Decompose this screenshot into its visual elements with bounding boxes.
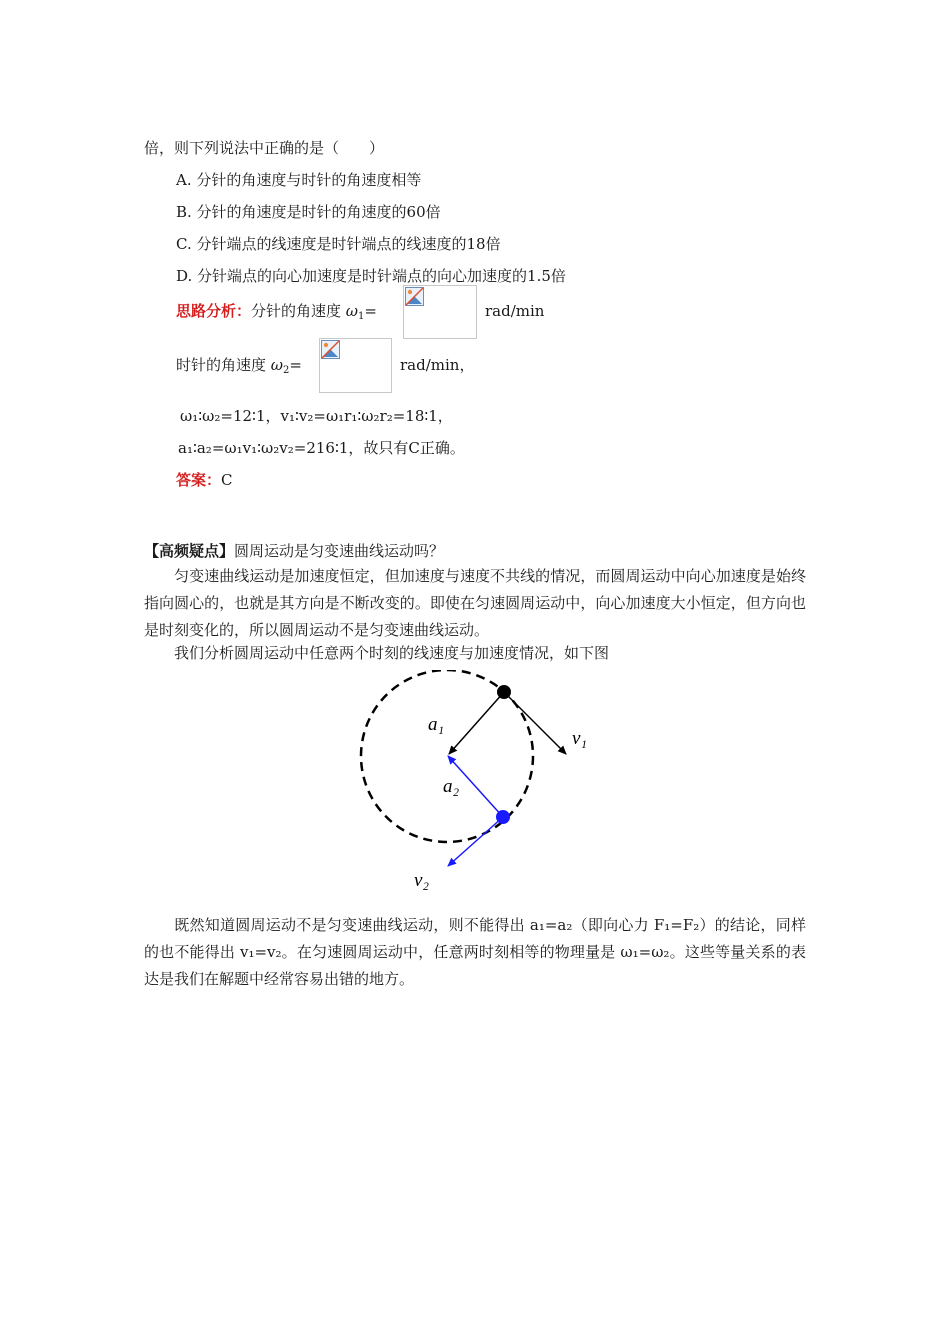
- analysis-line2-unit: rad/min，: [400, 356, 475, 374]
- point-2: [496, 810, 510, 824]
- analysis-line-1: 思路分析：分针的角速度 $\omega_1=$: [176, 302, 377, 322]
- omega1-symbol: ω: [345, 302, 359, 320]
- doubt-paragraph-3: 既然知道圆周运动不是匀变速曲线运动，则不能得出 a₁=a₂（即向心力 F₁=F₂）的结论，同样的也不能得出 v₁=v₂。在匀速圆周运动中，任意两时刻相等的物理量是 ω₁=ω₂。这些等量关系的表达是我们在解题中经常容易出错的地方。: [144, 916, 806, 988]
- label-v1: v₁: [572, 728, 588, 749]
- analysis-line-2: 时针的角速度 $\omega_2=$: [176, 356, 302, 376]
- option-d: D. 分针端点的向心加速度是时针端点的向心加速度的1.5倍: [176, 267, 566, 285]
- label-v2: v₂: [414, 870, 430, 891]
- analysis-line2-text: 时针的角速度: [176, 356, 271, 374]
- doubt-heading: [144, 541, 444, 561]
- doubt-paragraph-1: 匀变速曲线运动是加速度恒定，但加速度与速度不共线的情况，而圆周运动中向心加速度是始终指向圆心的，也就是其方向是不断改变的。即使在匀速圆周运动中，向心加速度大小恒定，但方向也是时刻变化的，所以圆周运动不是匀变速曲线运动。: [144, 567, 806, 639]
- circular-motion-figure: [340, 670, 620, 900]
- vector-a1: [449, 692, 504, 754]
- doubt-title: 圆周运动是匀变速曲线运动吗？: [234, 542, 445, 560]
- answer-label: 答案：: [176, 471, 222, 489]
- analysis-line1-text: 分针的角速度: [251, 302, 346, 320]
- doubt-tag: 【高频疑点】: [144, 542, 235, 560]
- formula-image-placeholder-2: [319, 338, 392, 393]
- ratio-line-1: ω₁∶ω₂=12∶1，v₁∶v₂=ω₁r₁∶ω₂r₂=18∶1，: [180, 407, 453, 425]
- option-a: A. 分针的角速度与时针的角速度相等: [176, 171, 422, 189]
- label-a1: a₁: [428, 714, 445, 735]
- broken-image-icon: [321, 340, 340, 359]
- doubt-paragraph-2: 我们分析圆周运动中任意两个时刻的线速度与加速度情况，如下图: [174, 644, 610, 662]
- label-a2: a₂: [443, 776, 460, 797]
- ratio-line-2: a₁∶a₂=ω₁v₁∶ω₂v₂=216∶1，故只有C正确。: [178, 439, 465, 457]
- analysis-line1-unit: rad/min: [485, 302, 545, 320]
- answer-line: [176, 470, 233, 490]
- question-stem-tail: 倍，则下列说法中正确的是（ ）: [144, 139, 385, 157]
- analysis-label: 思路分析：: [176, 302, 252, 320]
- option-b: B. 分针的角速度是时针的角速度的60倍: [176, 203, 441, 221]
- option-c: C. 分针端点的线速度是时针端点的线速度的18倍: [176, 235, 501, 253]
- broken-image-icon: [405, 287, 424, 306]
- point-1: [497, 685, 511, 699]
- vector-v1: [504, 692, 566, 754]
- answer-value: C: [221, 471, 233, 489]
- formula-image-placeholder-1: [403, 285, 477, 339]
- omega2-symbol: ω: [270, 356, 284, 374]
